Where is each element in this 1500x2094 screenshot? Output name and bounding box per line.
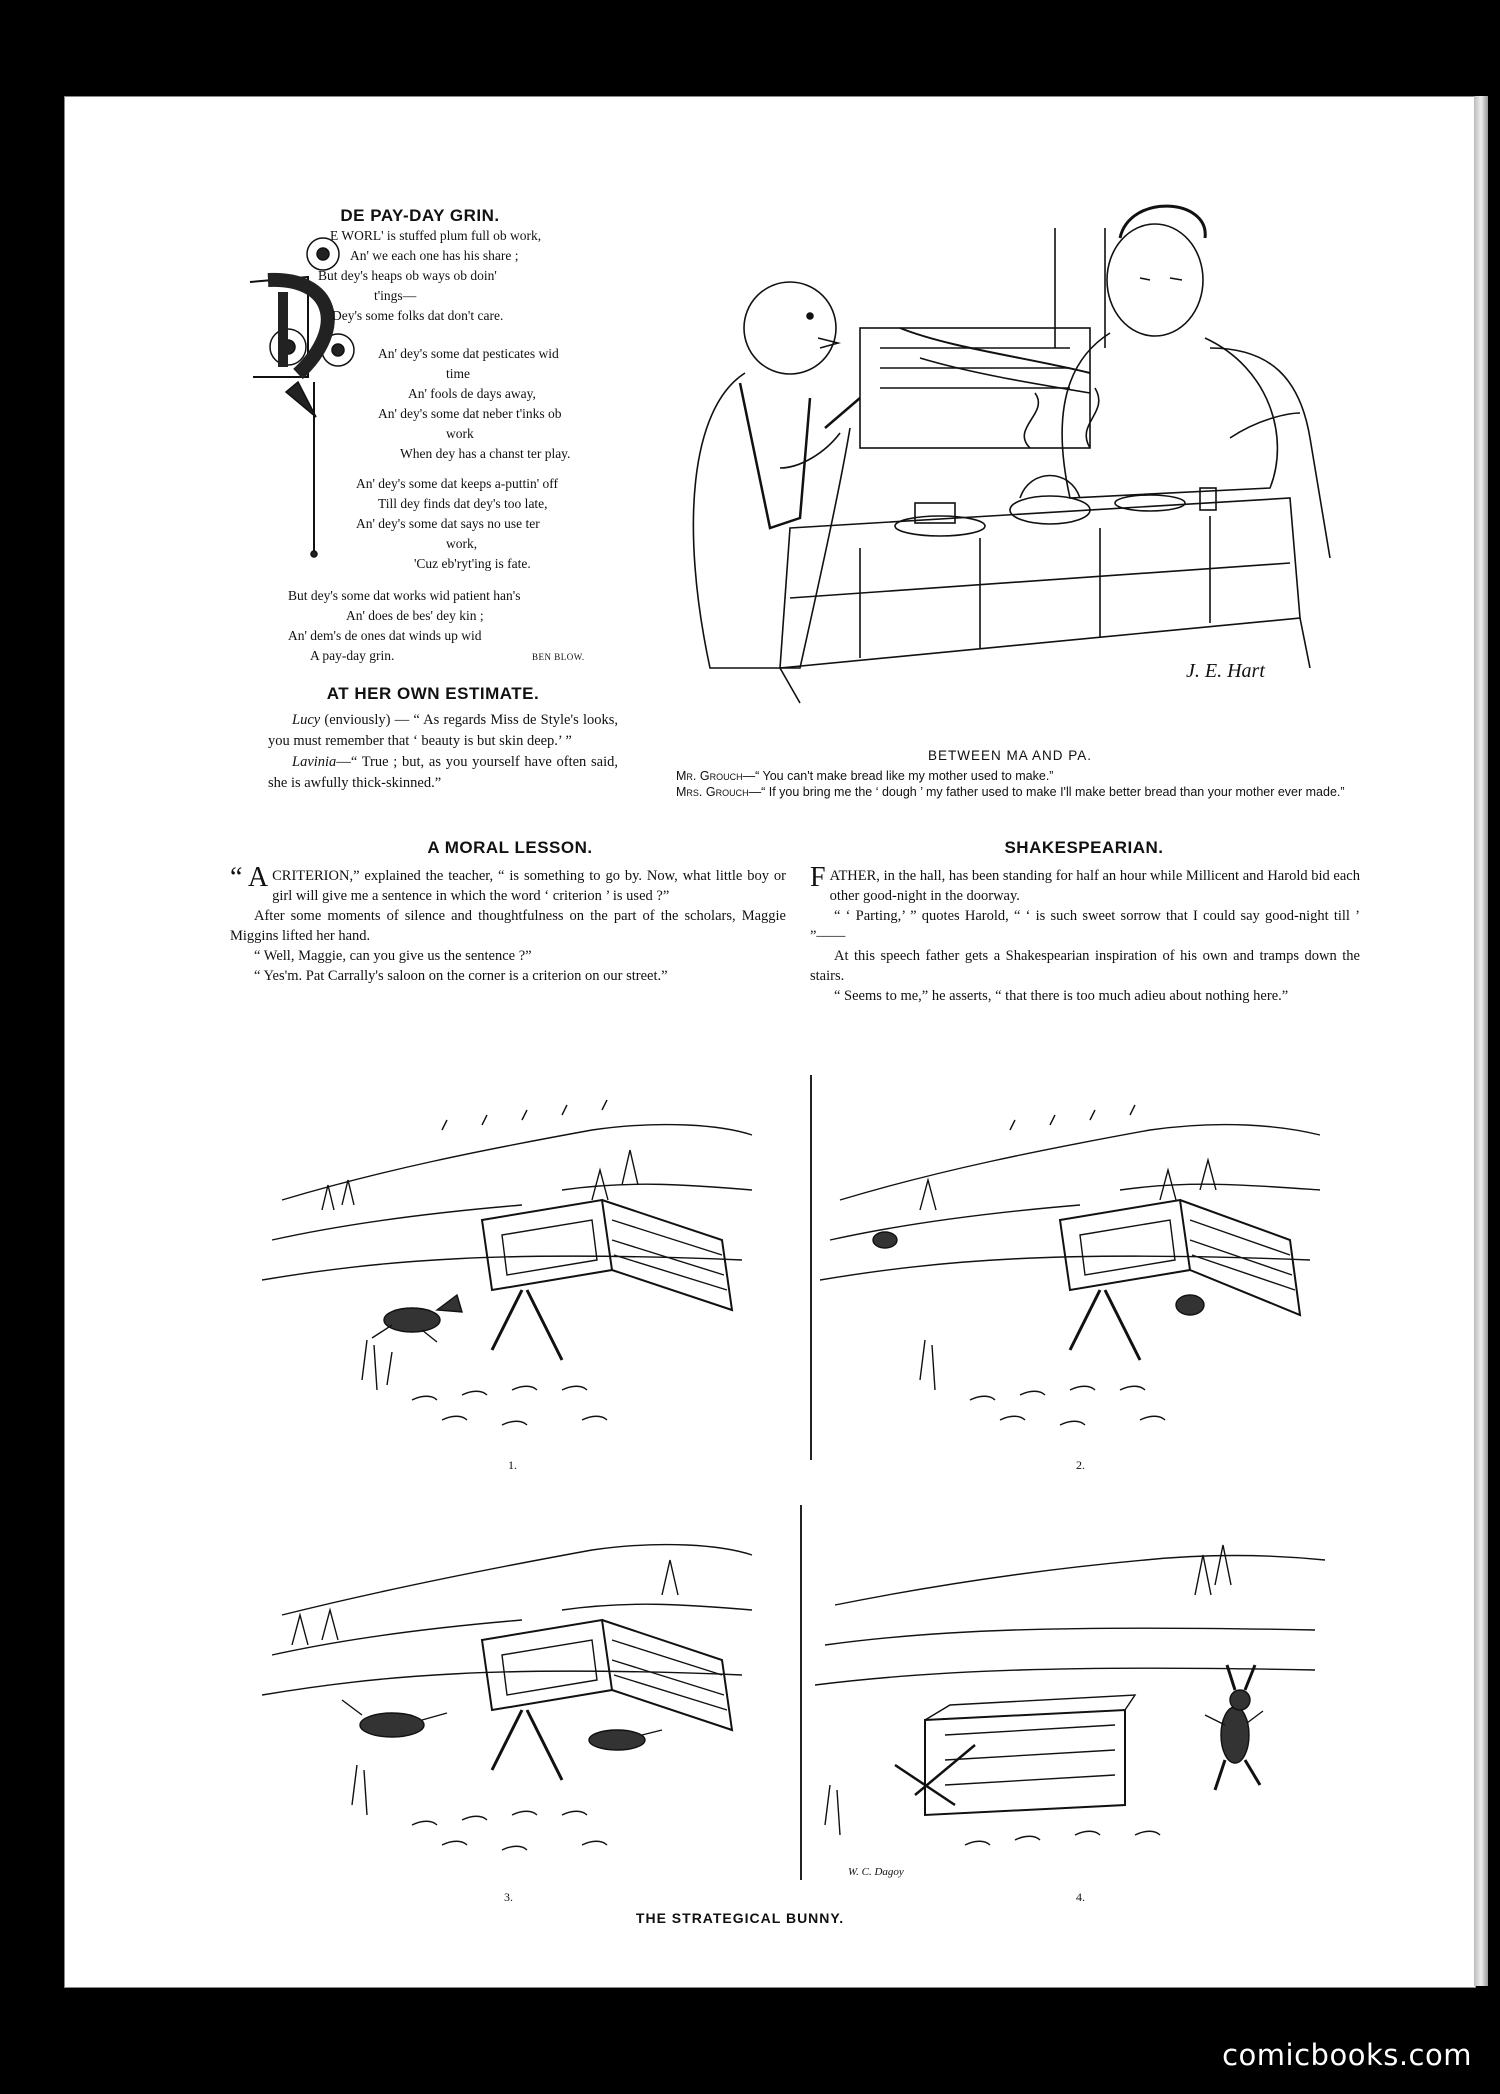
poem-body-3 <box>356 474 656 574</box>
comic-panel-1 <box>262 1090 762 1450</box>
page-spine <box>1474 96 1488 1986</box>
poem-title: DE PAY-DAY GRIN. <box>340 206 500 225</box>
shakespearian-title: SHAKESPEARIAN. <box>1004 838 1164 857</box>
estimate-p1: (enviously) — “ As regards Miss de Style's looks, you must remember that ‘ beauty is but skin deep.’ ” <box>268 712 618 749</box>
panel-label-3: 3. <box>504 1890 513 1904</box>
caption-2-text: —“ If you bring me the ‘ dough ’ my father used to make I'll make better bread than your mother ever made.” <box>748 785 1345 799</box>
poem-line: An' does de bes' dey kin ; <box>346 608 484 623</box>
poem-line: work <box>446 426 474 441</box>
panel-divider-bottom <box>800 1505 802 1880</box>
poem-body <box>318 226 640 326</box>
panel-label-4: 4. <box>1076 1890 1085 1904</box>
poem-line: Dey's some folks dat don't care. <box>332 308 504 323</box>
cartoon-caption-2 <box>643 784 1363 800</box>
poem-line: But dey's heaps ob ways ob doin' <box>318 268 497 283</box>
estimate-title: AT HER OWN ESTIMATE. <box>326 684 540 703</box>
moral-paragraph: After some moments of silence and thoughtfulness on the part of the scholars, Maggie Miggins lifted her hand. <box>230 908 786 944</box>
comic-title: THE STRATEGICAL BUNNY. <box>635 1910 845 1926</box>
poem-line: E WORL' is stuffed plum full ob work, <box>330 228 542 243</box>
cartoon-title: BETWEEN MA AND PA. <box>927 748 1093 763</box>
moral-text <box>230 862 786 986</box>
caption-1-text: —“ You can't make bread like my mother used to make.” <box>742 769 1054 783</box>
shakespearian-paragraph: At this speech father gets a Shakespearian inspiration of his own and tramps down the stairs. <box>810 948 1360 984</box>
poem-body-2 <box>378 344 638 464</box>
poem-line: An' dey's some dat pesticates wid <box>378 346 559 361</box>
comic-panel-3 <box>262 1515 762 1885</box>
moral-title: A MORAL LESSON. <box>427 838 593 857</box>
poem-line: An' dey's some dat keeps a-puttin' off <box>356 476 559 491</box>
shakespearian-paragraph: ATHER, in the hall, has been standing for half an hour while Millicent and Harold bid each other good-night in the doorway. <box>829 868 1360 904</box>
moral-paragraph: “ Yes'm. Pat Carrally's saloon on the corner is a criterion on our street.” <box>254 968 668 984</box>
moral-dropcap: “ A <box>230 862 269 893</box>
comic-panel-2 <box>820 1090 1340 1450</box>
poem-line: time <box>446 366 470 381</box>
shakespearian-paragraph: “ ‘ Parting,’ ” quotes Harold, “ ‘ is such sweet sorrow that I could say good-night till ’ ”—— <box>810 908 1360 944</box>
speaker-mr-grouch: Mr. Grouch <box>676 769 743 783</box>
comic-panel-4 <box>815 1515 1335 1885</box>
panel-label-2: 2. <box>1076 1458 1085 1472</box>
poem-line: An' dey's some dat says no use ter <box>356 516 540 531</box>
poem-line: An' dey's some dat neber t'inks ob <box>378 406 562 421</box>
moral-paragraph: “ Well, Maggie, can you give us the sentence ?” <box>254 948 532 964</box>
poem-line: An' fools de days away, <box>408 386 536 401</box>
cartoon-signature: J. E. Hart <box>1186 660 1265 682</box>
poem-line: But dey's some dat works wid patient han's <box>288 588 521 603</box>
poem-line: An' dem's de ones dat winds up wid <box>288 628 482 643</box>
panel-label-1: 1. <box>508 1458 517 1472</box>
poem-line: t'ings— <box>374 288 417 303</box>
panel-divider-top <box>810 1075 812 1460</box>
poem-line: A pay-day grin. <box>310 648 395 663</box>
shakespearian-dropcap: F <box>810 862 826 893</box>
poem-line: work, <box>446 536 478 551</box>
moral-paragraph: CRITERION,” explained the teacher, “ is something to go by. Now, what little boy or girl will give me a sentence in which the word ‘ criterion ’ is used ?” <box>272 868 786 904</box>
shakespearian-text <box>810 862 1360 1006</box>
site-watermark: comicbooks.com <box>1222 2038 1472 2072</box>
cartoon-caption-1 <box>676 768 1376 784</box>
poem-line: When dey has a chanst ter play. <box>400 446 571 461</box>
poem-line: 'Cuz eb'ryt'ing is fate. <box>414 556 531 571</box>
comic-signature: W. C. Dagoy <box>848 1866 904 1878</box>
poem-author: BEN BLOW. <box>532 652 585 662</box>
speaker-lucy: Lucy <box>292 712 321 728</box>
cartoon-illustration <box>650 198 1370 708</box>
poem-line: An' we each one has his share ; <box>350 248 519 263</box>
poem-line: Till dey finds dat dey's too late, <box>378 496 548 511</box>
shakespearian-paragraph: “ Seems to me,” he asserts, “ that there is too much adieu about nothing here.” <box>834 988 1289 1004</box>
speaker-lavinia: Lavinia <box>292 754 337 770</box>
speaker-mrs-grouch: Mrs. Grouch <box>676 785 749 799</box>
estimate-text <box>268 710 618 794</box>
estimate-p2: —“ True ; but, as you yourself have often said, she is awfully thick-skinned.” <box>268 754 618 791</box>
